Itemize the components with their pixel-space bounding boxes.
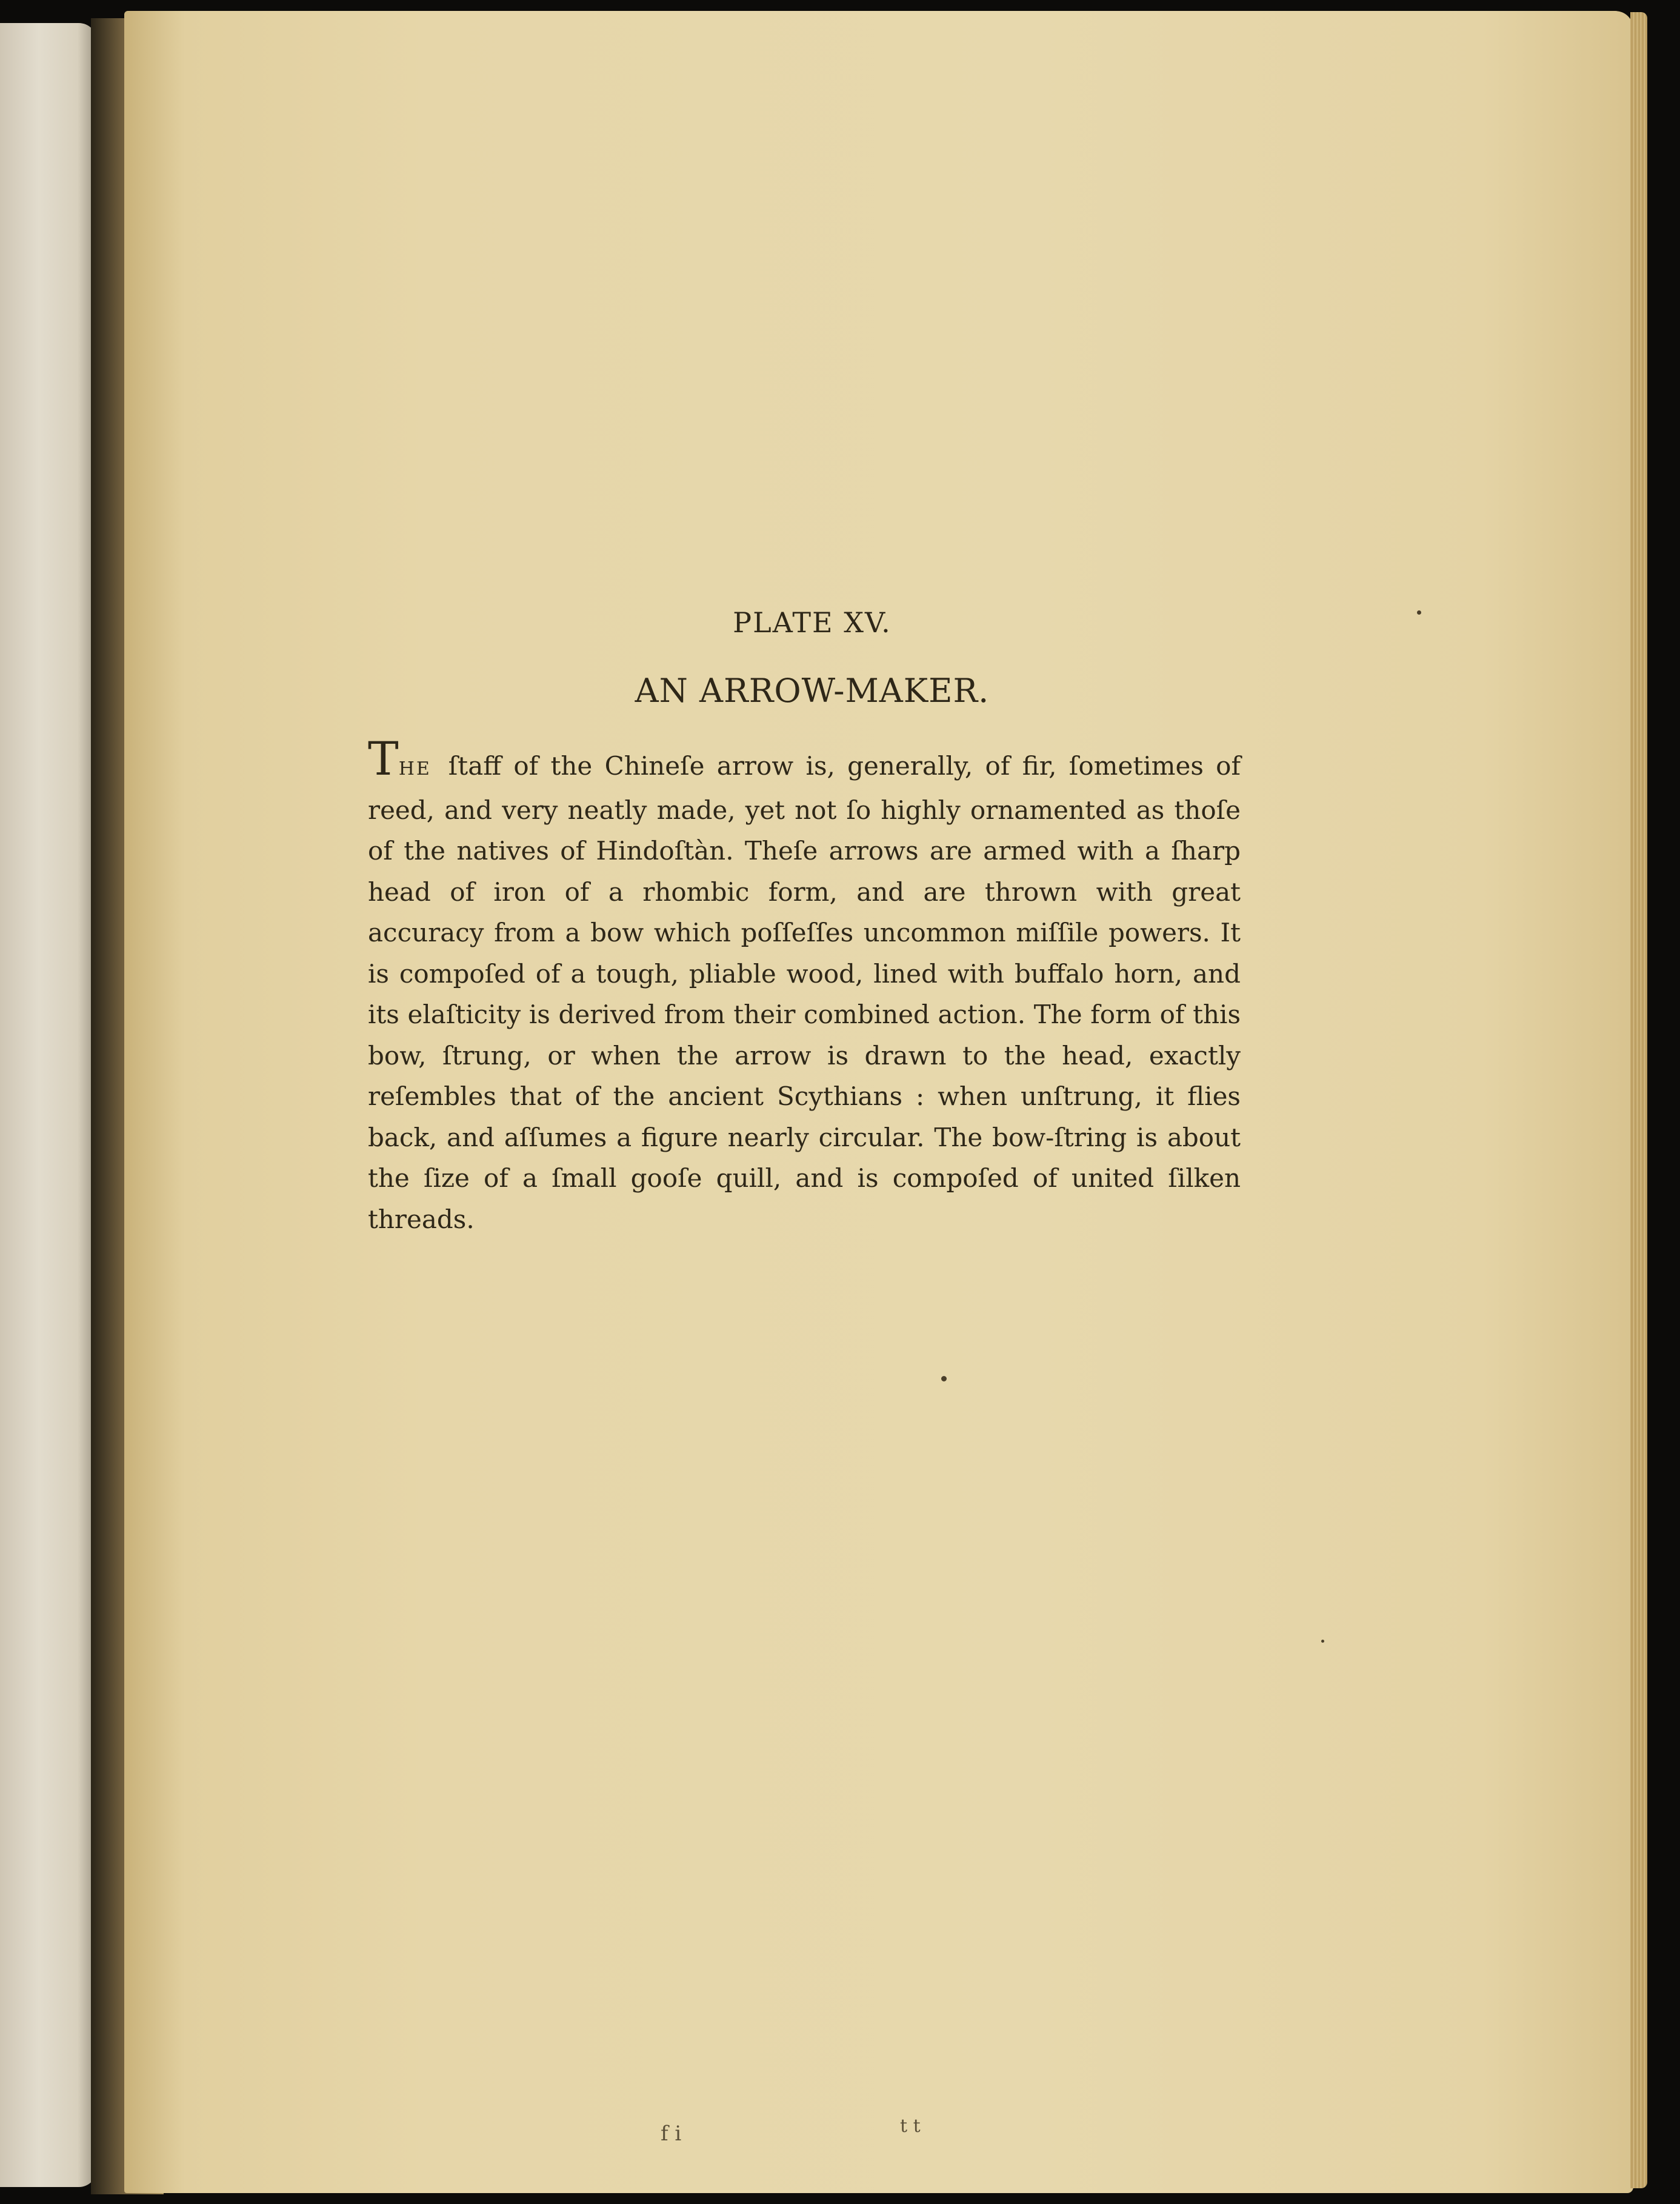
- drop-cap: T: [368, 732, 399, 786]
- plate-description: [368, 732, 1241, 1240]
- paper-speck: [1417, 610, 1421, 615]
- paper-speck: [1321, 1640, 1324, 1643]
- plate-number: PLATE XV.: [733, 606, 892, 639]
- description-text: ſtaff of the Chineſe arrow is, generally, of fir, ſometimes of reed, and very neatly made, yet not ſo highly ornamented as thoſe of the natives of Hindoſtàn. Theſe arrows are armed with a ſharp head of iron of a rhombic form, and are thrown with great accuracy from a bow which poſſeſſes uncommon miſſile powers. It is compoſed of a tough, pliable wood, lined with buffalo horn, and its elaſticity is derived from their combined action. The form of this bow, ſtrung, or when the arrow is drawn to the head, exactly reſembles that of the ancient Scythians : when unſtrung, it flies back, and aſſumes a figure nearly circular. The bow-ſtring is about the ſize of a ſmall gooſe quill, and is compoſed of united ſilken threads.: [368, 751, 1241, 1234]
- signature-mark-left: f i: [661, 2122, 682, 2146]
- paper-speck: [941, 1376, 947, 1381]
- signature-mark-right: t t: [900, 2116, 921, 2137]
- plate-title: AN ARROW-MAKER.: [635, 672, 990, 710]
- lead-small-caps: HE: [398, 758, 432, 780]
